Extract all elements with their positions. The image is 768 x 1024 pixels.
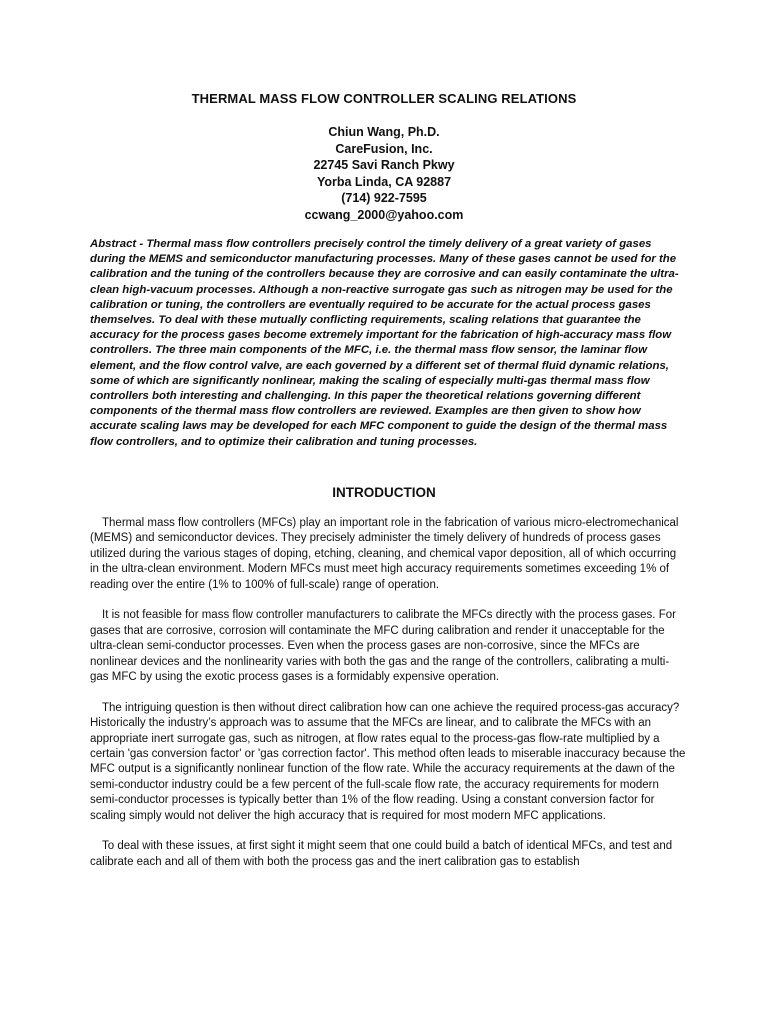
paragraph: Thermal mass flow controllers (MFCs) play an important role in the fabrication of various micro-electromechanical (MEMS) and semiconductor devices. They precisely administer the timely delivery of hundreds of process gases utilized during the various stages of doping, etching, cleaning, and chemical vapor deposition, all of which occurring in the ultra-clean environment. Modern MFCs must meet high accuracy requirements sometimes exceeding 1% of reading over the entire (1% to 100% of full-scale) range of operation. — [90, 517, 679, 591]
paragraph: It is not feasible for mass flow controller manufacturers to calibrate the MFCs directly with the process gases. For gases that are corrosive, corrosion will contaminate the MFC during calibration and render it unacceptable for the ultra-clean semi-conductor processes. Even when the process gases are non-corrosive, since the MFCs are nonlinear devices and the nonlinearity varies with both the gas and the range of the controllers, calibrating a multi-gas MFC by using the exotic process gases is a formidably expensive operation. — [90, 609, 676, 684]
author-street: 22745 Savi Ranch Pkwy — [313, 158, 455, 173]
author-name: Chiun Wang, Ph.D. — [328, 125, 440, 139]
author-block — [0, 124, 768, 224]
abstract: Abstract - Thermal mass flow controllers precisely control the timely delivery of a great variety of gases during the MEMS and semiconductor manufacturing processes. Many of these gases cannot be used for the calibration and the tuning of the controllers because they are corrosive and can easily contaminate the ultra-clean high-vacuum processes. Although a non-reactive surrogate gas such as nitrogen may be used for the calibration or tuning, the controllers are eventually required to be accurate for the actual process gases themselves. To deal with these mutually conflicting requirements, scaling relations that guarantee the accuracy for the process gases become extremely important for the fabrication of high-accuracy mass flow controllers. The three main components of the MFC, i.e. the thermal mass flow sensor, the laminar flow element, and the flow control valve, are each governed by a different set of thermal fluid dynamic relations, some of which are significantly nonlinear, making the scaling of especially multi-gas thermal mass flow controllers both interesting and challenging. In this paper the theoretical relations governing different components of the thermal mass flow controllers are reviewed. Examples are then given to show how accurate scaling laws may be developed for each MFC component to guide the design of the thermal mass flow controllers, and to optimize their calibration and tuning processes. — [90, 238, 679, 448]
author-company: CareFusion, Inc. — [335, 141, 433, 156]
paragraph: The intriguing question is then without direct calibration how can one achieve the required process-gas accuracy? Historically the industry’s approach was to assume that the MFCs are linear, and to calibrate the MFCs with an appropriate inert surrogate gas, such as nitrogen, at flow rates equal to the process-gas flow-rate multiplied by a certain 'gas conversion factor' or 'gas correction factor'. This method often leads to miserable inaccuracy because the MFC output is a significantly nonlinear function of the flow rate. While the accuracy requirements at the dawn of the semi-conductor industry could be a few percent of the full-scale flow rate, the accuracy requirements for modern semi-conductor processes is typically better than 1% of the flow reading. Using a constant conversion factor for scaling simply would not deliver the high accuracy that is required for most modern MFC applications. — [90, 701, 686, 822]
author-phone: (714) 922-7595 — [341, 191, 427, 206]
section-heading-introduction: INTRODUCTION — [332, 485, 436, 500]
paper-title: THERMAL MASS FLOW CONTROLLER SCALING RELATIONS — [191, 91, 577, 106]
introduction-body — [90, 516, 686, 886]
paragraph: To deal with these issues, at first sight it might seem that one could build a batch of identical MFCs, and test and calibrate each and all of them with both the process gas and the inert calibration gas to establish — [90, 840, 673, 868]
author-email: ccwang_2000@yahoo.com — [304, 207, 464, 222]
author-city: Yorba Linda, CA 92887 — [316, 174, 452, 189]
